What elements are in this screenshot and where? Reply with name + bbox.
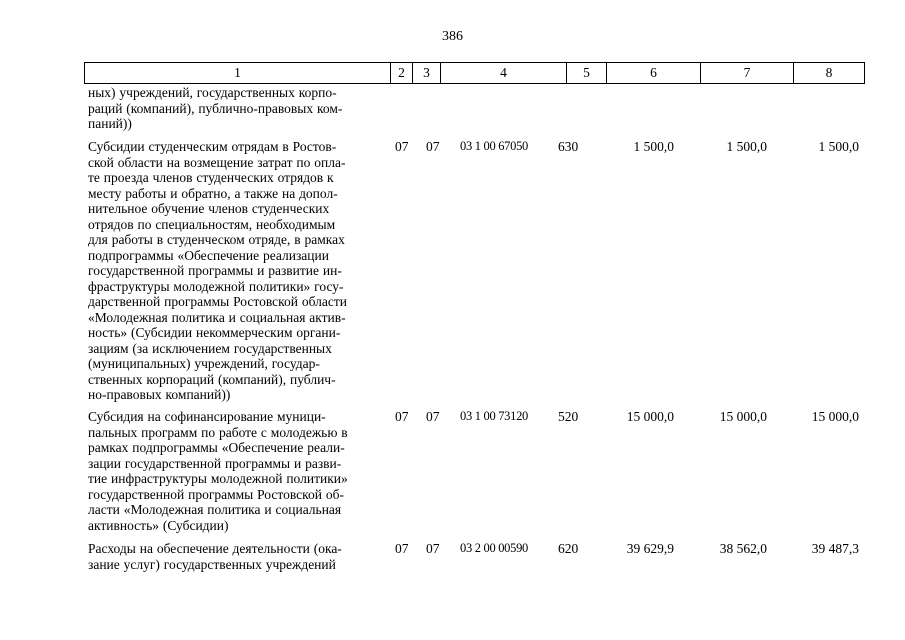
row-description [88, 409, 381, 533]
description-line: зание услуг) государственных учреждений [88, 556, 336, 572]
description-line: зациям (за исключением государственных [88, 340, 332, 356]
description-line: ской области на возмещение затрат по опла- [88, 154, 346, 170]
amount-col-6: 39 629,9 [626, 541, 674, 556]
description-line: нительное обучение членов студенческих [88, 201, 330, 216]
description-line: «Молодежная политика и социальная актив- [88, 309, 346, 325]
section-code: 07 [395, 541, 409, 556]
description-line: государственной программы и развитие ин- [88, 263, 342, 278]
target-article-code: 03 1 00 73120 [460, 409, 528, 423]
amount-col-8: 15 000,0 [811, 409, 859, 424]
header-col-8: 8 [825, 65, 833, 80]
description-line: (муниципальных) учреждений, государ- [88, 356, 320, 371]
section-code: 07 [395, 409, 409, 424]
description-line: раций (компаний), публично-правовых ком- [88, 100, 343, 116]
description-line: пальных программ по работе с молодежью в [88, 424, 348, 440]
header-col-4: 4 [441, 63, 567, 83]
subsection-code: 07 [426, 409, 440, 424]
description-line: ственных корпораций (компаний), публич- [88, 371, 336, 387]
description-line: государственной программы Ростовской об- [88, 486, 344, 502]
table-header [84, 62, 865, 84]
page-number: 386 [442, 29, 463, 44]
description-line: отрядов по специальностям, необходимым [88, 216, 336, 232]
amount-col-6: 15 000,0 [626, 409, 674, 424]
description-line: Расходы на обеспечение деятельности (ока- [88, 541, 342, 556]
target-article-code: 03 2 00 00590 [460, 541, 528, 555]
amount-col-7: 38 562,0 [719, 541, 767, 556]
description-line: рамках подпрограммы «Обеспечение реали- [88, 440, 345, 455]
description-line: зации государственной программы и разви- [88, 455, 342, 471]
header-col-5: 5 [567, 63, 607, 83]
description-line: ласти «Молодежная политика и социальная [88, 502, 342, 517]
row-description [88, 541, 381, 572]
subsection-code: 07 [426, 139, 440, 154]
description-line: ность» (Субсидии некоммерческим органи- [88, 325, 341, 340]
description-line: дарственной программы Ростовской области [88, 294, 347, 309]
subsection-code: 07 [426, 541, 440, 556]
header-col-7: 7 [701, 63, 794, 83]
description-line: Субсидии студенческим отрядам в Ростов- [88, 139, 337, 154]
description-line: для работы в студенческом отряде, в рамках [88, 232, 345, 247]
description-line: те проезда членов студенческих отрядов к [88, 170, 334, 185]
description-line: ных) учреждений, государственных корпо- [88, 85, 337, 100]
section-code: 07 [395, 139, 409, 154]
row-description [88, 139, 381, 403]
description-line: подпрограммы «Обеспечение реализации [88, 247, 329, 263]
expense-type-code: 620 [558, 541, 579, 556]
description-line: Субсидия на софинансирование муници- [88, 409, 326, 424]
amount-col-8: 1 500,0 [818, 139, 859, 154]
header-col-3: 3 [413, 63, 441, 83]
expense-type-code: 520 [558, 409, 579, 424]
expense-type-code: 630 [558, 139, 579, 154]
amount-col-8: 39 487,3 [811, 541, 859, 556]
description-line: активность» (Субсидии) [88, 517, 229, 533]
description-line: фраструктуры молодежной политики» госу- [88, 278, 344, 294]
amount-col-7: 1 500,0 [726, 139, 767, 154]
row-description [88, 85, 381, 132]
amount-col-6: 1 500,0 [633, 139, 674, 154]
target-article-code: 03 1 00 67050 [460, 139, 528, 153]
header-col-2: 2 [391, 63, 413, 83]
description-line: но-правовых компаний)) [88, 387, 231, 402]
header-col-1: 1 [85, 63, 391, 83]
description-line: паний)) [88, 116, 132, 131]
amount-col-7: 15 000,0 [719, 409, 767, 424]
description-line: тие инфраструктуры молодежной политики» [88, 471, 348, 486]
header-col-6: 6 [607, 63, 701, 83]
description-line: месту работы и обратно, а также на допол- [88, 185, 338, 201]
